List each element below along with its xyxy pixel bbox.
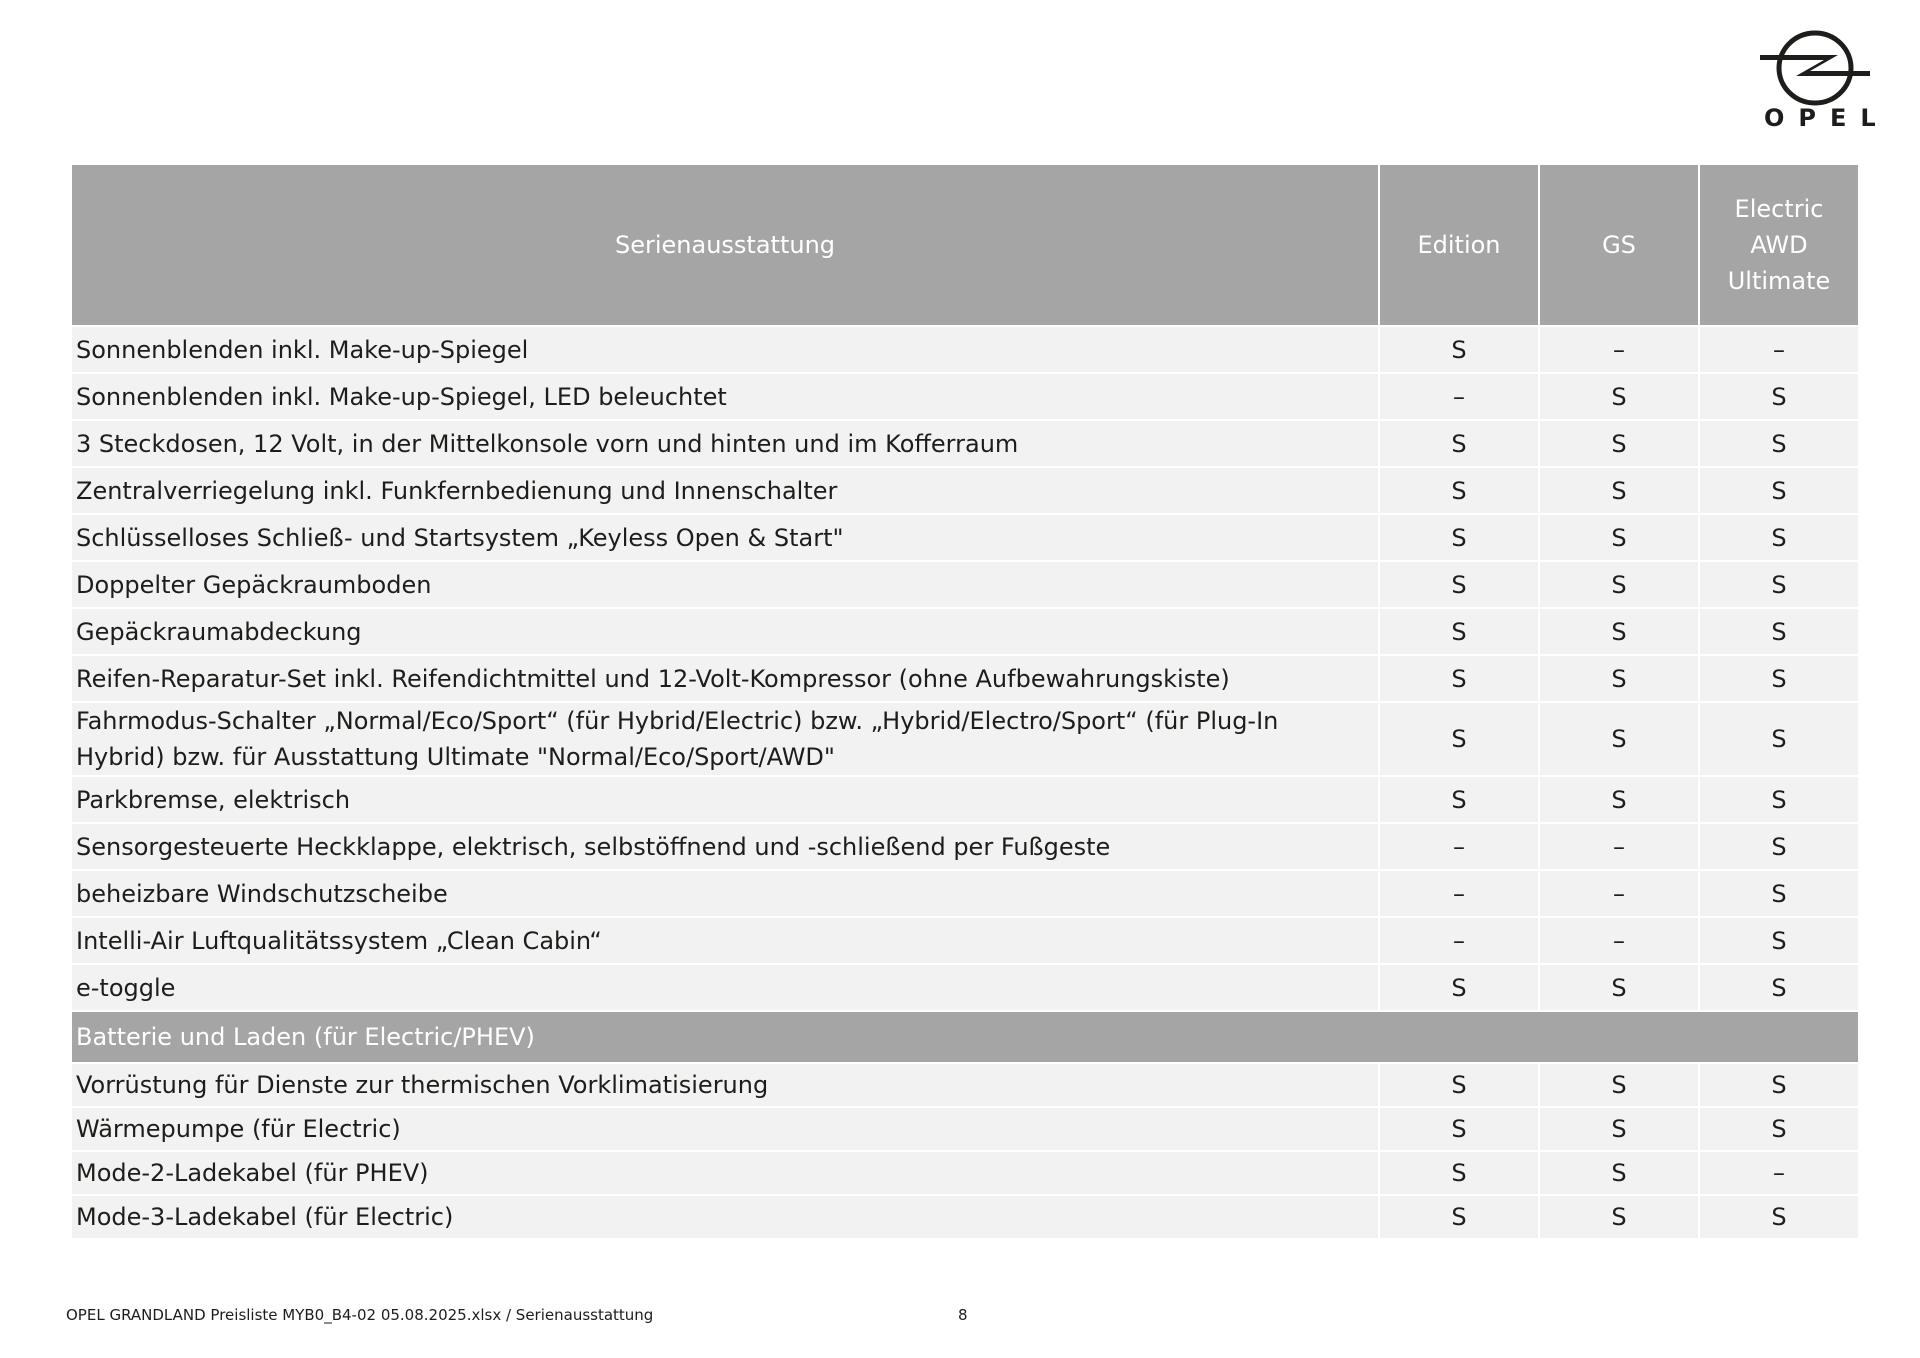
table-row xyxy=(72,965,1858,1010)
table-row xyxy=(72,824,1858,869)
value-gs: S xyxy=(1540,515,1698,560)
value-ultimate: S xyxy=(1700,703,1858,775)
value-edition: S xyxy=(1380,1064,1538,1106)
value-ultimate: S xyxy=(1700,1064,1858,1106)
table-row xyxy=(72,421,1858,466)
value-edition: – xyxy=(1380,918,1538,963)
value-edition: S xyxy=(1380,327,1538,372)
table-row xyxy=(72,327,1858,372)
page-number: 8 xyxy=(958,1306,968,1324)
value-ultimate: S xyxy=(1700,965,1858,1010)
row-label: Gepäckraumabdeckung xyxy=(72,609,1378,654)
value-ultimate: S xyxy=(1700,656,1858,701)
section-title: Batterie und Laden (für Electric/PHEV) xyxy=(72,1012,1858,1062)
header-serienausstattung: Serienausstattung xyxy=(72,165,1378,325)
row-label: beheizbare Windschutzscheibe xyxy=(72,871,1378,916)
row-label: Intelli-Air Luftqualitätssystem „Clean Cabin“ xyxy=(72,918,1378,963)
value-gs: S xyxy=(1540,1152,1698,1194)
value-ultimate: S xyxy=(1700,1108,1858,1150)
value-ultimate: S xyxy=(1700,562,1858,607)
header-electric-awd-ultimate xyxy=(1700,165,1858,325)
row-label: Sensorgesteuerte Heckklappe, elektrisch, selbstöffnend und -schließend per Fußgeste xyxy=(72,824,1378,869)
value-ultimate: S xyxy=(1700,871,1858,916)
table-row xyxy=(72,656,1858,701)
value-ultimate: S xyxy=(1700,609,1858,654)
row-label: Zentralverriegelung inkl. Funkfernbedienung und Innenschalter xyxy=(72,468,1378,513)
table-row xyxy=(72,918,1858,963)
table-row xyxy=(72,703,1858,775)
value-gs: S xyxy=(1540,374,1698,419)
value-gs: S xyxy=(1540,421,1698,466)
table-row xyxy=(72,871,1858,916)
row-label: e-toggle xyxy=(72,965,1378,1010)
table-header-row xyxy=(72,165,1858,325)
value-gs: – xyxy=(1540,918,1698,963)
equipment-table xyxy=(70,163,1860,1240)
value-edition: S xyxy=(1380,1196,1538,1238)
value-ultimate: – xyxy=(1700,327,1858,372)
table-row xyxy=(72,1108,1858,1150)
table-row xyxy=(72,1196,1858,1238)
header-edition: Edition xyxy=(1380,165,1538,325)
value-gs: S xyxy=(1540,703,1698,775)
header-electric-awd-ultimate-label: Electric AWD Ultimate xyxy=(1727,195,1831,295)
value-edition: S xyxy=(1380,515,1538,560)
row-label: Vorrüstung für Dienste zur thermischen Vorklimatisierung xyxy=(72,1064,1378,1106)
value-gs: S xyxy=(1540,1196,1698,1238)
value-edition: S xyxy=(1380,468,1538,513)
value-edition: S xyxy=(1380,965,1538,1010)
row-label: Reifen-Reparatur-Set inkl. Reifendichtmittel und 12-Volt-Kompressor (ohne Aufbewahrungskiste) xyxy=(72,656,1378,701)
row-label: Parkbremse, elektrisch xyxy=(72,777,1378,822)
value-ultimate: S xyxy=(1700,824,1858,869)
value-edition: S xyxy=(1380,703,1538,775)
value-gs: S xyxy=(1540,965,1698,1010)
table-row xyxy=(72,468,1858,513)
row-label: Mode-3-Ladekabel (für Electric) xyxy=(72,1196,1378,1238)
value-edition: – xyxy=(1380,824,1538,869)
value-ultimate: S xyxy=(1700,515,1858,560)
row-label: Sonnenblenden inkl. Make-up-Spiegel xyxy=(72,327,1378,372)
table-row xyxy=(72,374,1858,419)
value-gs: – xyxy=(1540,824,1698,869)
table-row xyxy=(72,609,1858,654)
value-gs: S xyxy=(1540,777,1698,822)
value-edition: S xyxy=(1380,562,1538,607)
value-ultimate: S xyxy=(1700,1196,1858,1238)
row-label: Mode-2-Ladekabel (für PHEV) xyxy=(72,1152,1378,1194)
value-gs: – xyxy=(1540,871,1698,916)
row-label: Doppelter Gepäckraumboden xyxy=(72,562,1378,607)
row-label: Sonnenblenden inkl. Make-up-Spiegel, LED beleuchtet xyxy=(72,374,1378,419)
value-edition: S xyxy=(1380,777,1538,822)
opel-blitz-icon xyxy=(1758,30,1872,106)
logo-wordmark: OPEL xyxy=(1764,104,1890,132)
table-row xyxy=(72,1064,1858,1106)
row-label: 3 Steckdosen, 12 Volt, in der Mittelkonsole vorn und hinten und im Kofferraum xyxy=(72,421,1378,466)
value-edition: S xyxy=(1380,1108,1538,1150)
section-header-row xyxy=(72,1012,1858,1062)
value-gs: S xyxy=(1540,609,1698,654)
value-edition: – xyxy=(1380,871,1538,916)
value-edition: – xyxy=(1380,374,1538,419)
value-ultimate: S xyxy=(1700,421,1858,466)
footer-file-name: OPEL GRANDLAND Preisliste MYB0_B4-02 05.08.2025.xlsx / Serienausstattung xyxy=(66,1306,654,1324)
value-gs: S xyxy=(1540,562,1698,607)
table-row xyxy=(72,1152,1858,1194)
value-ultimate: – xyxy=(1700,1152,1858,1194)
value-gs: S xyxy=(1540,1108,1698,1150)
row-label: Fahrmodus-Schalter „Normal/Eco/Sport“ (für Hybrid/Electric) bzw. „Hybrid/Electro/Sport“ (für Plug-In Hybrid) bzw. für Ausstattung Ultimate "Normal/Eco/Sport/AWD" xyxy=(72,703,1378,775)
value-ultimate: S xyxy=(1700,374,1858,419)
opel-logo xyxy=(1750,24,1890,136)
header-gs: GS xyxy=(1540,165,1698,325)
row-label: Wärmepumpe (für Electric) xyxy=(72,1108,1378,1150)
value-gs: S xyxy=(1540,468,1698,513)
value-edition: S xyxy=(1380,1152,1538,1194)
table-row xyxy=(72,515,1858,560)
value-ultimate: S xyxy=(1700,777,1858,822)
value-edition: S xyxy=(1380,609,1538,654)
value-edition: S xyxy=(1380,421,1538,466)
table-row xyxy=(72,777,1858,822)
value-edition: S xyxy=(1380,656,1538,701)
value-gs: – xyxy=(1540,327,1698,372)
value-gs: S xyxy=(1540,656,1698,701)
value-ultimate: S xyxy=(1700,918,1858,963)
value-ultimate: S xyxy=(1700,468,1858,513)
table-row xyxy=(72,562,1858,607)
value-gs: S xyxy=(1540,1064,1698,1106)
row-label: Schlüsselloses Schließ- und Startsystem „Keyless Open & Start" xyxy=(72,515,1378,560)
